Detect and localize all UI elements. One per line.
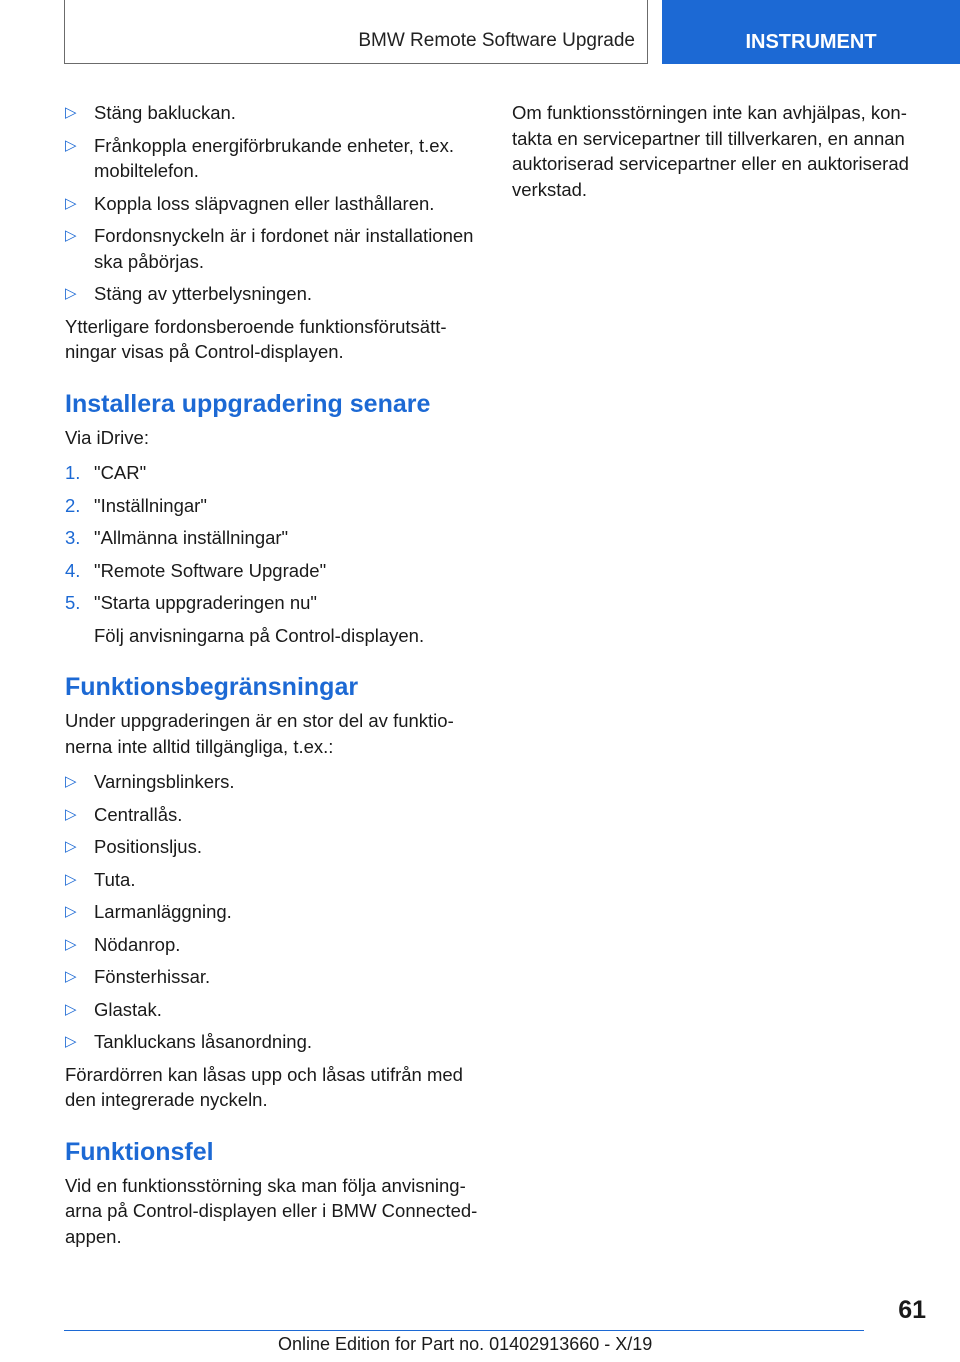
paragraph: Via iDrive: <box>65 426 149 448</box>
list-item: 4. "Remote Software Upgrade" <box>65 559 327 581</box>
footer-divider <box>64 1330 864 1331</box>
list-item: ▷ Fordonsnyckeln är i fordonet när installationen ska påbörjas. <box>65 223 480 274</box>
page-number: 61 <box>898 1296 926 1324</box>
list-item: ▷ Larmanläggning. <box>65 899 480 925</box>
triangle-bullet-icon: ▷ <box>65 805 77 823</box>
limitations-list <box>65 769 480 1055</box>
list-item: 5. "Starta uppgraderingen nu" <box>65 592 317 613</box>
triangle-bullet-icon: ▷ <box>65 136 77 154</box>
list-item: ▷ Nödanrop. <box>65 932 480 958</box>
edition-note: Online Edition for Part no. 01402913660 - X/19 <box>278 1334 653 1354</box>
section-heading: Installera uppgradering senare <box>65 389 431 418</box>
paragraph: Om funktionsstörningen inte kan avhjälpas, kontakta en servicepartner till tillverkaren, en annan auktoriserad servicepartner eller en auktoriserad verkstad. <box>512 102 909 200</box>
steps-list <box>65 460 480 616</box>
list-item: ▷ Varningsblinkers. <box>65 769 480 795</box>
list-item: 2. "Inställningar" <box>65 494 207 516</box>
right-column <box>512 100 922 208</box>
triangle-bullet-icon: ▷ <box>65 773 77 790</box>
header-title-box <box>64 0 648 64</box>
list-item: ▷ Tankluckans låsanordning. <box>65 1029 480 1055</box>
list-item: ▷ Centrallås. <box>65 802 480 828</box>
section-heading: Funktionsfel <box>65 1137 214 1166</box>
triangle-bullet-icon: ▷ <box>65 285 77 302</box>
triangle-bullet-icon: ▷ <box>65 838 77 855</box>
section-heading: Funktionsbegränsningar <box>65 673 359 701</box>
document-title: BMW Remote Software Upgrade <box>358 30 635 51</box>
list-item: ▷ Fönsterhissar. <box>65 964 480 990</box>
triangle-bullet-icon: ▷ <box>65 903 77 920</box>
paragraph: Under uppgraderingen är en stor del av funktionerna inte alltid tillgängliga, t.ex.: <box>65 710 454 757</box>
list-item: ▷ Koppla loss släpvagnen eller lasthållaren. <box>65 191 480 217</box>
list-item: ▷ Tuta. <box>65 867 480 893</box>
paragraph: Förardörren kan låsas upp och låsas utifrån med den integrerade nyckeln. <box>65 1063 463 1110</box>
list-item: 3. "Allmänna inställningar" <box>65 527 289 548</box>
list-item: ▷ Positionsljus. <box>65 834 480 860</box>
triangle-bullet-icon: ▷ <box>65 870 77 888</box>
triangle-bullet-icon: ▷ <box>65 1033 77 1050</box>
list-item: ▷ Stäng av ytterbelysningen. <box>65 281 480 307</box>
list-item: ▷ Stäng bakluckan. <box>65 100 480 126</box>
list-item: ▷ Glastak. <box>65 997 480 1023</box>
paragraph: Ytterligare fordonsberoende funktionsförutsättningar visas på Control-displayen. <box>65 315 447 362</box>
requirements-list <box>65 100 480 307</box>
triangle-bullet-icon: ▷ <box>65 968 77 985</box>
step-note: Följ anvisningarna på Control-displayen. <box>94 624 425 646</box>
triangle-bullet-icon: ▷ <box>65 194 77 212</box>
list-item: ▷ Frånkoppla energiförbrukande enheter, t.ex. mobiltelefon. <box>65 133 480 184</box>
triangle-bullet-icon: ▷ <box>65 227 77 244</box>
list-item: 1. "CAR" <box>65 462 147 483</box>
triangle-bullet-icon: ▷ <box>65 1000 77 1018</box>
section-tab[interactable]: INSTRUMENT <box>662 0 960 64</box>
triangle-bullet-icon: ▷ <box>65 935 77 953</box>
triangle-bullet-icon: ▷ <box>65 104 77 121</box>
left-column <box>65 100 480 1255</box>
paragraph: Vid en funktionsstörning ska man följa anvisningarna på Control-displayen eller i BMW Connected-appen. <box>65 1174 478 1247</box>
